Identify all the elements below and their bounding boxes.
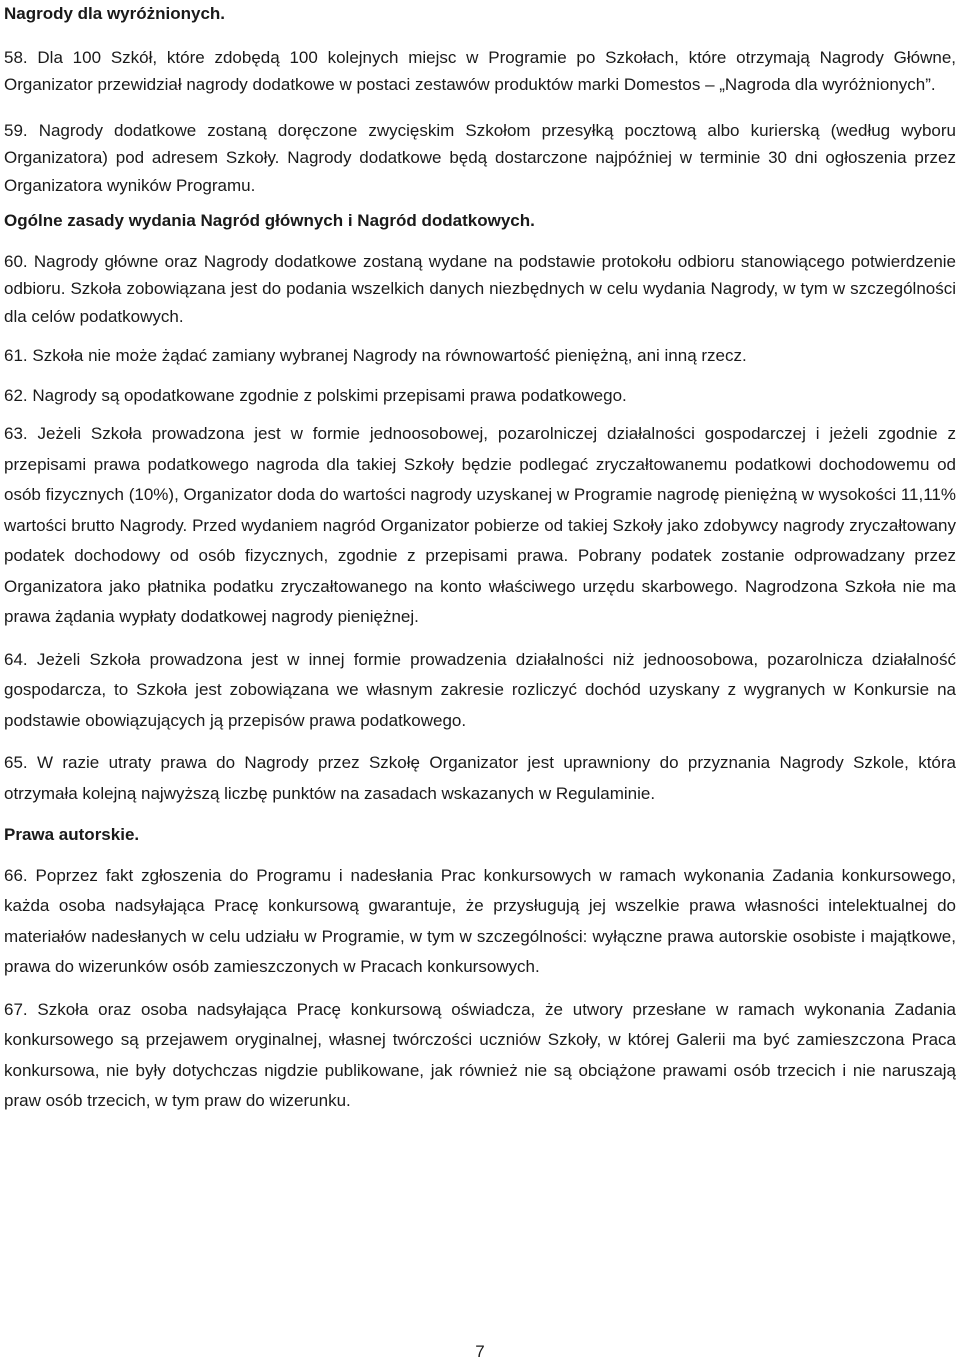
paragraph-58: 58. Dla 100 Szkół, które zdobędą 100 kolejnych miejsc w Programie po Szkołach, które otrzymają Nagrody Główne, Organizator przewidział nagrody dodatkowe w postaci zestawów produktów marki Domestos – „Nagroda dla wyróżnionych”. xyxy=(4,47,956,94)
paragraph-61: 61. Szkoła nie może żądać zamiany wybranej Nagrody na równowartość pieniężną, ani inną rzecz. xyxy=(4,346,747,365)
paragraph-64: 64. Jeżeli Szkoła prowadzona jest w innej formie prowadzenia działalności niż jednoosobowa, pozarolnicza działalność gospodarcza, to Szkoła jest zobowiązana we własnym zakresie rozliczyć dochód uzyskany z wygranych w Konkursie na podstawie obowiązujących ją przepisów prawa podatkowego. xyxy=(4,649,956,730)
paragraph-59: 59. Nagrody dodatkowe zostaną doręczone zwycięskim Szkołom przesyłką pocztową albo kurierską (według wyboru Organizatora) pod adresem Szkoły. Nagrody dodatkowe będą dostarczone najpóźniej w terminie 30 dni ogłoszenia przez Organizatora wyników Programu. xyxy=(4,120,956,195)
section-heading-general-rules: Ogólne zasady wydania Nagród głównych i Nagród dodatkowych. xyxy=(4,211,535,230)
paragraph-66: 66. Poprzez fakt zgłoszenia do Programu i nadesłania Prac konkursowych w ramach wykonania Zadania konkursowego, każda osoba nadsyłająca Pracę konkursową gwarantuje, że przysługują jej wszelkie prawa własności intelektualnej do materiałów nadesłanych w celu udziału w Programie, w tym w szczególności: wyłączne prawa autorskie osobiste i majątkowe, prawa do wizerunków osób zamieszczonych w Pracach konkursowych. xyxy=(4,865,956,976)
paragraph-67: 67. Szkoła oraz osoba nadsyłająca Pracę konkursową oświadcza, że utwory przesłane w ramach wykonania Zadania konkursowego są przejawem oryginalnej, własnej twórczości uczniów Szkoły, w której Galerii ma być zamieszczona Praca konkursowa, nie były dotychczas nigdzie publikowane, jak również nie są obciążone prawami osób trzecich i nie naruszają praw osób trzecich, w tym praw do wizerunku. xyxy=(4,999,956,1110)
paragraph-62: 62. Nagrody są opodatkowane zgodnie z polskimi przepisami prawa podatkowego. xyxy=(4,385,627,405)
paragraph-65: 65. W razie utraty prawa do Nagrody przez Szkołę Organizator jest uprawniony do przyznania Nagrody Szkole, która otrzymała kolejną najwyższą liczbę punktów na zasadach wskazanych w Regulaminie. xyxy=(4,753,956,803)
paragraph-63: 63. Jeżeli Szkoła prowadzona jest w formie jednoosobowej, pozarolniczej działalności gospodarczej i jeżeli zgodnie z przepisami prawa podatkowego nagroda dla takiej Szkoły będzie podlegać zryczałtowanemu podatkowi dochodowemu od osób fizycznych (10%), Organizator doda do wartości nagrody uzyskanej w Programie nagrodę pieniężną w wysokości 11,11% wartości brutto Nagrody. Przed wydaniem nagród Organizator pobierze od takiej Szkoły jako zdobywcy nagrody zryczałtowany podatek dochodowy od osób fizycznych, zgodnie z przepisami prawa. Pobrany podatek zostanie odprowadzany przez Organizatora jako płatnika podatku zryczałtowanego na konto właściwego urzędu skarbowego. Nagrodzona Szkoła nie ma prawa żądania wypłaty dodatkowej nagrody pieniężnej. xyxy=(4,424,956,626)
page-number: 7 xyxy=(475,1342,485,1361)
paragraph-60: 60. Nagrody główne oraz Nagrody dodatkowe zostaną wydane na podstawie protokołu odbioru stanowiącego potwierdzenie odbioru. Szkoła zobowiązana jest do podania wszelkich danych niezbędnych w celu wydania Nagrody, w tym w szczególności dla celów podatkowych. xyxy=(4,251,956,326)
document-page xyxy=(4,0,956,1124)
section-heading-copyright: Prawa autorskie. xyxy=(4,825,140,844)
section-heading-awards: Nagrody dla wyróżnionych. xyxy=(4,4,226,23)
